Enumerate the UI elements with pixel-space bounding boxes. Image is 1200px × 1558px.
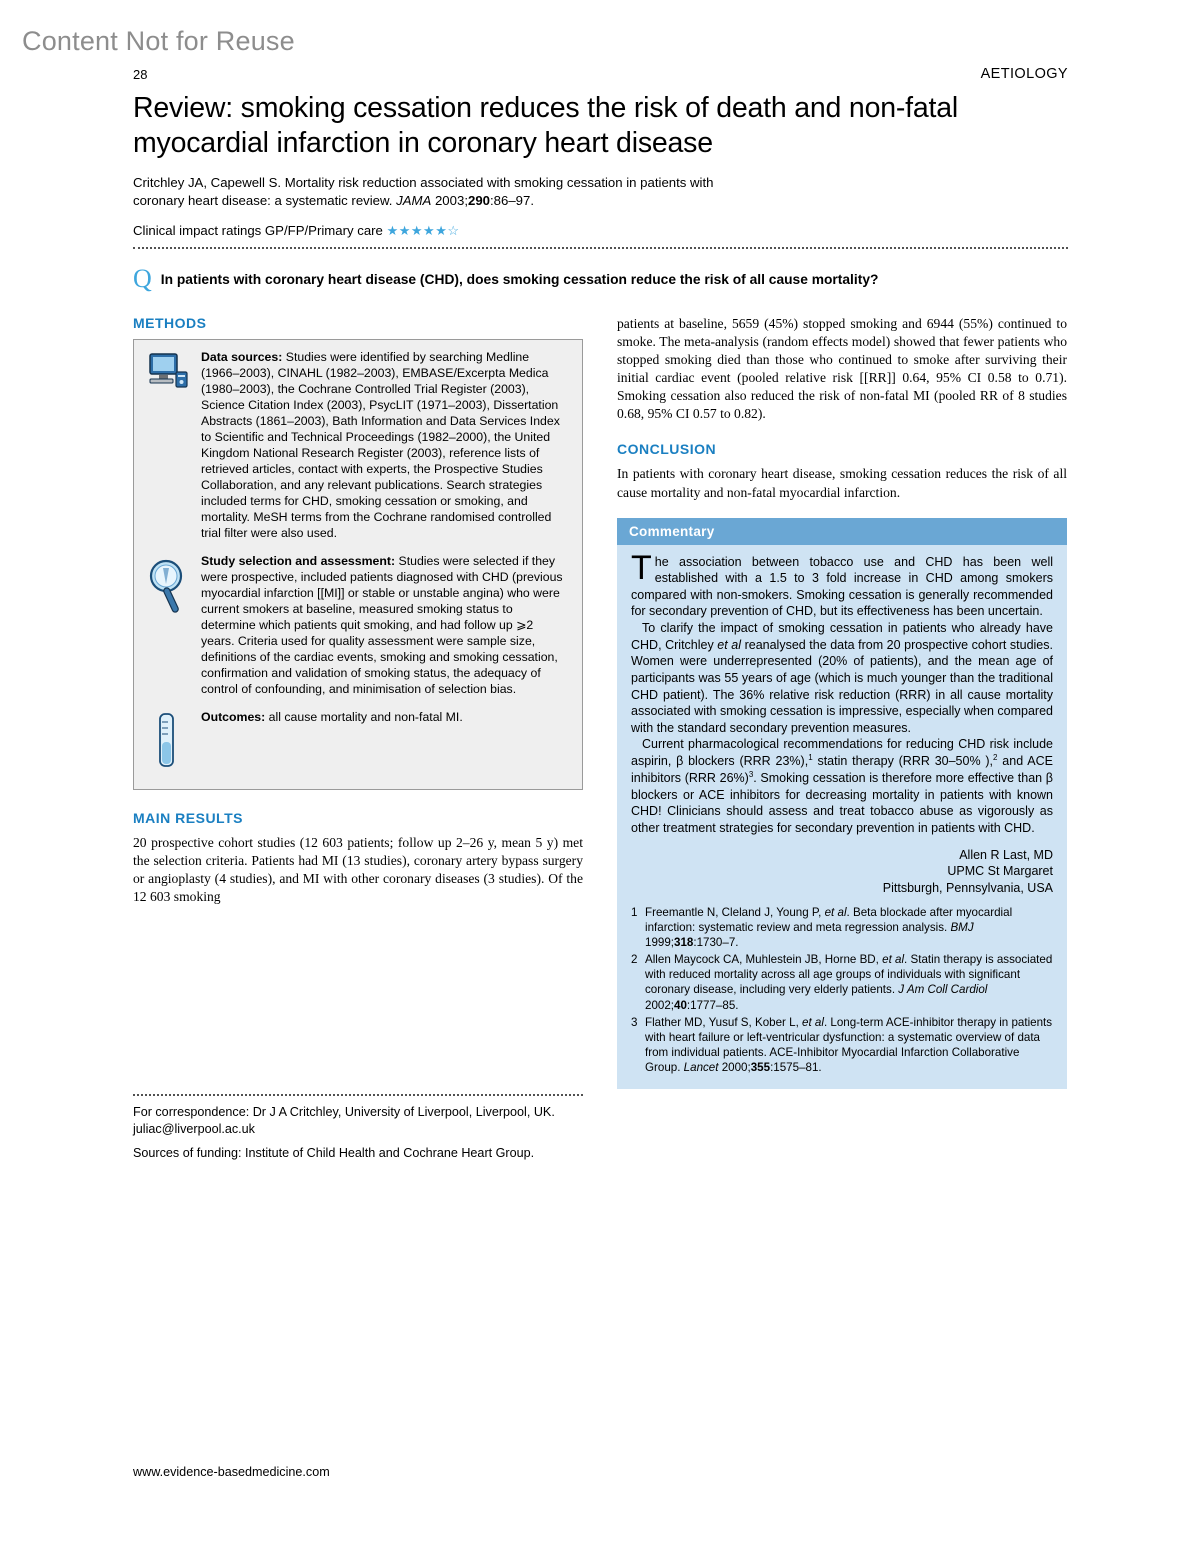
ref-volume: 355 — [750, 1060, 771, 1074]
author-name: Allen R Last, MD — [959, 847, 1053, 862]
ref-text-b: . Statin therapy is associated with reduced mortality across all age groups of individuals with significant coronary disease, including very elderly patients. — [645, 953, 1053, 997]
ref-italic-1: et al — [802, 1015, 824, 1029]
commentary-p3-b: statin therapy (RRR 30–50% ), — [812, 754, 994, 769]
methods-heading: METHODS — [133, 314, 207, 331]
funding-sources: Sources of funding: Institute of Child Health and Cochrane Heart Group. — [133, 1145, 535, 1160]
ref-text-d: :1777–85. — [686, 998, 739, 1012]
computer-icon — [146, 350, 192, 397]
methods-item-text — [201, 710, 463, 726]
citation-line-2b: 2003; — [431, 192, 468, 208]
citation — [133, 174, 1068, 210]
correspondence-line-1: For correspondence: Dr J A Critchley, University of Liverpool, Liverpool, UK. — [133, 1105, 555, 1119]
methods-item-text — [201, 554, 570, 698]
commentary-p2-a: To clarify the impact of smoking cessation in patients who already have CHD, Critchley — [631, 621, 1053, 652]
ref-text-a: Allen Maycock CA, Muhlestein JB, Horne BD, — [645, 953, 883, 967]
citation-journal: JAMA — [396, 192, 432, 208]
divider-dotted — [133, 247, 1068, 249]
page-title: Review: smoking cessation reduces the risk of death and non-fatal myocardial infarction in coronary heart disease — [133, 92, 959, 159]
reference-number: 3 — [631, 1015, 638, 1029]
conclusion-heading: CONCLUSION — [617, 441, 717, 458]
methods-item-body: all cause mortality and non-fatal MI. — [265, 709, 463, 724]
citation-line-2c: :86–97. — [490, 192, 534, 208]
commentary-box — [617, 518, 1067, 1089]
question-mark-icon: Q — [133, 263, 152, 293]
reference-text — [645, 952, 1053, 1012]
commentary-p1-text: he association between tobacco use and CHD has been well established with a 1.5 to 3 fold increase in CHD among smokers compared with non-smokers. Smoking cessation is generally recommended for secondary prevention of CHD, but its effectiveness has been uncertain. — [631, 554, 1053, 619]
test-tube-icon — [146, 710, 192, 775]
author-location: Pittsburgh, Pennsylvania, USA — [882, 881, 1053, 896]
article-page — [133, 66, 1068, 1160]
methods-item-label: Data sources: — [201, 349, 283, 364]
commentary-p3-d: . Smoking cessation is therefore more effective than β blockers or ACE inhibitors for decreasing mortality in patients with known CHD! Clinicians should assess and treat tobacco abuse as vigorously as other treatment strategies for secondary prevention in patients with CHD. — [631, 771, 1053, 835]
dropcap-letter: T — [631, 548, 652, 587]
reference-item — [631, 952, 1053, 1012]
two-column-body — [133, 315, 1068, 1089]
conclusion-text: In patients with coronary heart disease, smoking cessation reduces the risk of all cause mortality and non-fatal myocardial infarction. — [617, 466, 1067, 500]
methods-item — [146, 350, 570, 542]
main-results-text: 20 prospective cohort studies (12 603 patients; follow up 2–26 y, mean 5 y) met the selection criteria. Patients had MI (13 studies), coronary artery bypass surgery or angioplasty (4 studies), and MI with other coronary diseases (3 studies). Of the 12 603 smoking — [133, 834, 583, 904]
star-rating-icon: ★★★★★☆ — [386, 222, 460, 238]
methods-item-label: Study selection and assessment: — [201, 553, 396, 568]
ref-text-a: Freemantle N, Cleland J, Young P, — [645, 906, 825, 920]
main-results-section — [133, 810, 583, 906]
ref-text-b: . Long-term ACE-inhibitor therapy in patients with heart failure or left-ventricular dysfunction: a systematic overview of data from individual patients. ACE-Inhibitor Myocardial Infarction Collaborative Group. — [645, 1015, 1053, 1074]
ref-text-b: . Beta blockade after myocardial infarction: systematic review and meta regression analysis. — [645, 906, 1013, 935]
commentary-p2-italic: et al — [717, 637, 742, 652]
ref-italic-1: et al — [882, 953, 905, 967]
commentary-body — [617, 545, 1067, 837]
correspondence-block — [133, 1094, 583, 1162]
methods-item-text — [201, 350, 570, 542]
main-results-heading: MAIN RESULTS — [133, 809, 243, 826]
ref-text-c: 2002; — [645, 998, 675, 1012]
ref-italic-1: et al — [824, 906, 847, 920]
citation-line-1: Critchley JA, Capewell S. Mortality risk reduction associated with smoking cessation in patients with — [133, 174, 714, 190]
ref-text-a: Flather MD, Yusuf S, Kober L, — [645, 1015, 803, 1029]
reference-number: 1 — [631, 906, 638, 920]
citation-volume: 290 — [467, 192, 490, 208]
reference-text — [645, 1015, 1053, 1075]
correspondence-email[interactable]: juliac@liverpool.ac.uk — [133, 1122, 255, 1137]
commentary-signature — [617, 837, 1067, 898]
ref-journal: J Am Coll Cardiol — [898, 983, 988, 997]
ref-volume: 318 — [674, 936, 694, 950]
watermark: Content Not for Reuse — [22, 26, 295, 56]
ratings-label: Clinical impact ratings GP/FP/Primary care — [133, 222, 383, 238]
clinical-impact-ratings — [133, 223, 1068, 239]
commentary-p3-c: and ACE inhibitors (RRR 26%) — [631, 754, 1053, 786]
page-header — [133, 66, 1068, 82]
folio-number: 28 — [133, 67, 148, 82]
divider-dotted — [133, 1094, 583, 1096]
methods-item-body: Studies were identified by searching Medline (1966–2003), CINAHL (1982–2003), EMBASE/Excerpta Medica (1980–2003), the Cochrane Controlled Trial Register (2003), Science Citation Index (2003), PsycLIT (1971–2003), Dissertation Abstracts (1861–2003), Bath Information and Data Services Index to Scientific and Technical Proceedings (1982–2000), the United Kingdom National Research Register (2003), reference lists of retrieved articles, contact with experts, the Prospective Studies Collaboration, and any relevant publications. Search strategies included terms for CHD, smoking cessation or smoking, and mortality. MeSH terms from the Cochrane randomised controlled trial filter were also used. — [201, 349, 560, 540]
methods-item — [146, 710, 570, 775]
commentary-paragraph-1 — [631, 548, 1053, 621]
clinical-question — [133, 263, 1068, 293]
commentary-ref-mark-1: 1 — [808, 753, 813, 763]
footer-url[interactable]: www.evidence-basedmedicine.com — [133, 1465, 330, 1479]
reference-item — [631, 905, 1053, 950]
commentary-heading: Commentary — [617, 518, 1067, 545]
commentary-paragraph-2 — [631, 620, 1053, 736]
methods-item-body: Studies were selected if they were prospective, included patients diagnosed with CHD (previous myocardial infarction [[MI]] or stable or unstable angina) who were current smokers at baseline, measured smoking status to determine which patients quit smoking, and had follow up ⩾2 years. Criteria used for quality assessment were sample size, definitions of the cardiac events, smoking and smoking cessation, confirmation and validation of smoking status, the adequacy of control of confounding, and minimisation of selection bias. — [201, 553, 563, 696]
right-column — [617, 315, 1067, 1089]
citation-line-2a: coronary heart disease: a systematic review. — [133, 192, 397, 208]
commentary-p3-a: Current pharmacological recommendations for reducing CHD risk include aspirin, β blockers (RRR 23%), — [631, 737, 1053, 769]
ref-journal: Lancet — [683, 1060, 719, 1074]
ref-text-d: :1575–81. — [770, 1060, 822, 1074]
ref-volume: 40 — [674, 998, 687, 1012]
methods-item — [146, 554, 570, 698]
commentary-p2-b: reanalysed the data from 20 prospective cohort studies. Women were underrepresented (20% of patients), and the mean age of participants was 55 years of age (which is much younger than the traditional CHD patient). The 36% relative risk reduction (RRR) in all cause mortality associated with smoking cessation is impressive, especially when compared with the standard secondary prevention measures. — [631, 637, 1053, 735]
ref-journal: BMJ — [950, 921, 974, 935]
magnifier-icon — [146, 554, 192, 623]
main-results-continued: patients at baseline, 5659 (45%) stopped smoking and 6944 (55%) continued to smoke. The meta-analysis (random effects model) showed that fewer patients who stopped smoking died than those who continued to smoke after surviving their initial cardiac event (pooled relative risk [[RR]] 0.64, 95% CI 0.58 to 0.71). Smoking cessation also reduced the risk of non-fatal MI (pooled RR of 8 studies 0.68, 95% CI 0.57 to 0.82). — [617, 315, 1067, 422]
commentary-paragraph-3 — [631, 736, 1053, 836]
question-text: In patients with coronary heart disease (CHD), does smoking cessation reduce the risk of all cause mortality? — [160, 271, 879, 287]
ref-text-d: :1730–7. — [693, 936, 739, 950]
section-heading: AETIOLOGY — [980, 66, 1068, 82]
commentary-ref-mark-2: 2 — [993, 753, 998, 763]
methods-item-label: Outcomes: — [201, 709, 266, 724]
left-column — [133, 315, 583, 1089]
ref-text-c: 2000; — [718, 1060, 751, 1074]
reference-text — [645, 905, 1053, 950]
reference-number: 2 — [631, 953, 638, 967]
conclusion-section — [617, 441, 1067, 501]
author-affiliation: UPMC St Margaret — [947, 864, 1053, 879]
commentary-ref-mark-3: 3 — [748, 769, 754, 779]
commentary-references — [617, 897, 1067, 1075]
methods-box — [133, 339, 583, 790]
ref-text-c: 1999; — [645, 936, 675, 950]
reference-item — [631, 1015, 1053, 1075]
